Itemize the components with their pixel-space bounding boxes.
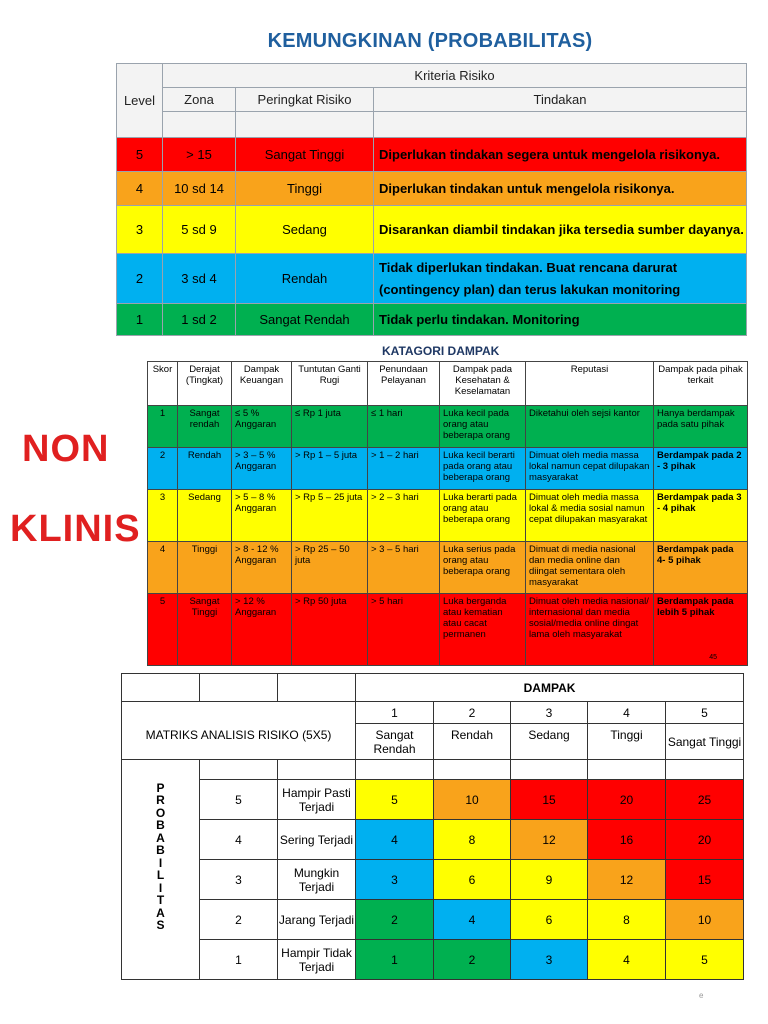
table-row xyxy=(148,406,748,448)
impact-label: Sedang xyxy=(511,724,588,760)
table-header-row xyxy=(148,362,748,406)
col-header: Penundaan Pelayanan xyxy=(368,362,440,406)
kriteria-header: Kriteria Risiko xyxy=(163,64,747,88)
impact-category-table xyxy=(147,361,748,666)
derajat-cell: Sangat Tinggi xyxy=(178,594,232,666)
kesehatan-cell: Luka berganda atau kematian atau cacat permanen xyxy=(440,594,526,666)
matrix-cell: 6 xyxy=(434,860,511,900)
page-mark: e xyxy=(699,991,704,1000)
zona-header: Zona xyxy=(163,88,236,112)
penundaan-cell: ≤ 1 hari xyxy=(368,406,440,448)
zona-cell: 10 sd 14 xyxy=(163,172,236,206)
non-label: NON xyxy=(22,428,110,470)
pihak-cell: Berdampak pada 4- 5 pihak xyxy=(654,542,748,594)
prob-label: Jarang Terjadi xyxy=(278,900,356,940)
impact-category-title: KATAGORI DAMPAK xyxy=(382,344,500,358)
prob-letter: B xyxy=(156,843,165,857)
matrix-cell: 2 xyxy=(356,900,434,940)
prob-letter: O xyxy=(155,805,166,820)
pihak-cell xyxy=(654,594,748,666)
ganti-rugi-cell: ≤ Rp 1 juta xyxy=(292,406,368,448)
col-header: Derajat (Tingkat) xyxy=(178,362,232,406)
ganti-rugi-cell: > Rp 1 – 5 juta xyxy=(292,448,368,490)
keuangan-cell: > 3 – 5 % Anggaran xyxy=(232,448,292,490)
prob-label: Sering Terjadi xyxy=(278,820,356,860)
prob-number: 2 xyxy=(200,900,278,940)
prob-letter: S xyxy=(156,918,165,932)
probability-title: KEMUNGKINAN (PROBABILITAS) xyxy=(267,30,593,52)
prob-label: Hampir Pasti Terjadi xyxy=(278,780,356,820)
matrix-cell: 3 xyxy=(356,860,434,900)
level-cell: 2 xyxy=(117,254,163,304)
penundaan-cell: > 5 hari xyxy=(368,594,440,666)
table-row xyxy=(148,594,748,666)
kesehatan-cell: Luka berarti pada orang atau beberapa orang xyxy=(440,490,526,542)
zona-cell: 5 sd 9 xyxy=(163,206,236,254)
impact-number: 3 xyxy=(511,702,588,724)
level-header: Level xyxy=(117,64,163,138)
ganti-rugi-cell: > Rp 25 – 50 juta xyxy=(292,542,368,594)
kesehatan-cell: Luka kecil pada orang atau beberapa orang xyxy=(440,406,526,448)
dampak-header: DAMPAK xyxy=(356,674,744,702)
prob-letter: I xyxy=(158,855,163,870)
peringkat-header: Peringkat Risiko xyxy=(236,88,374,112)
table-row xyxy=(117,138,747,172)
prob-number: 1 xyxy=(200,940,278,980)
tindakan-cell: Tidak perlu tindakan. Monitoring xyxy=(374,304,747,336)
derajat-cell: Sangat rendah xyxy=(178,406,232,448)
klinis-label: KLINIS xyxy=(10,508,141,550)
table-row xyxy=(148,448,748,490)
table-row xyxy=(117,254,747,304)
matrix-row xyxy=(122,820,744,860)
col-header: Skor xyxy=(148,362,178,406)
level-cell: 5 xyxy=(117,138,163,172)
zona-cell: 1 sd 2 xyxy=(163,304,236,336)
prob-label: Mungkin Terjadi xyxy=(278,860,356,900)
skor-cell: 3 xyxy=(148,490,178,542)
table-row xyxy=(148,542,748,594)
table-row xyxy=(117,172,747,206)
level-cell: 3 xyxy=(117,206,163,254)
probabilitas-vertical-label xyxy=(122,780,200,980)
prob-letter: B xyxy=(156,818,165,832)
matrix-cell: 12 xyxy=(511,820,588,860)
matrix-cell: 10 xyxy=(434,780,511,820)
keuangan-cell: ≤ 5 % Anggaran xyxy=(232,406,292,448)
tindakan-header: Tindakan xyxy=(374,88,747,112)
matrix-cell: 20 xyxy=(588,780,666,820)
prob-letter: A xyxy=(156,905,165,920)
table-row xyxy=(148,490,748,542)
prob-letter: I xyxy=(158,880,163,895)
pihak-cell: Berdampak pada 2 - 3 pihak xyxy=(654,448,748,490)
matrix-cell: 25 xyxy=(666,780,744,820)
matrix-cell: 6 xyxy=(511,900,588,940)
matrix-cell: 4 xyxy=(434,900,511,940)
kesehatan-cell: Luka kecil berarti pada orang atau beberapa orang xyxy=(440,448,526,490)
derajat-cell: Rendah xyxy=(178,448,232,490)
col-header: Dampak pada Kesehatan & Keselamatan xyxy=(440,362,526,406)
peringkat-cell: Rendah xyxy=(236,254,374,304)
matrix-cell: 15 xyxy=(666,860,744,900)
level-cell: 4 xyxy=(117,172,163,206)
matrix-cell: 5 xyxy=(666,940,744,980)
impact-label: Sangat Tinggi xyxy=(666,724,744,760)
impact-number: 1 xyxy=(356,702,434,724)
impact-number: 5 xyxy=(666,702,744,724)
col-header: Dampak Keuangan xyxy=(232,362,292,406)
impact-number: 4 xyxy=(588,702,666,724)
impact-label: Tinggi xyxy=(588,724,666,760)
reputasi-cell: Dimuat oleh media massa lokal & media sosial namun cepat dilupakan masyarakat xyxy=(526,490,654,542)
impact-label: Rendah xyxy=(434,724,511,760)
ganti-rugi-cell: > Rp 5 – 25 juta xyxy=(292,490,368,542)
prob-number: 5 xyxy=(200,780,278,820)
matrix-cell: 4 xyxy=(356,820,434,860)
matrix-cell: 8 xyxy=(588,900,666,940)
matrix-cell: 20 xyxy=(666,820,744,860)
risk-criteria-table xyxy=(116,63,747,336)
matrix-row xyxy=(122,940,744,980)
skor-cell: 1 xyxy=(148,406,178,448)
prob-label: Hampir Tidak Terjadi xyxy=(278,940,356,980)
reputasi-cell: Diketahui oleh sejsi kantor xyxy=(526,406,654,448)
matrix-row xyxy=(122,860,744,900)
col-header: Tuntutan Ganti Rugi xyxy=(292,362,368,406)
peringkat-cell: Sangat Rendah xyxy=(236,304,374,336)
derajat-cell: Tinggi xyxy=(178,542,232,594)
tindakan-cell: Diperlukan tindakan segera untuk mengelola risikonya. xyxy=(374,138,747,172)
skor-cell: 4 xyxy=(148,542,178,594)
reputasi-cell: Dimuat di media nasional dan media online dan diingat sementara oleh masyarakat xyxy=(526,542,654,594)
peringkat-cell: Sedang xyxy=(236,206,374,254)
table-row xyxy=(117,206,747,254)
matrix-cell: 3 xyxy=(511,940,588,980)
matrix-cell: 12 xyxy=(588,860,666,900)
skor-cell: 5 xyxy=(148,594,178,666)
prob-letter: T xyxy=(156,893,165,907)
keuangan-cell: > 12 % Anggaran xyxy=(232,594,292,666)
matrix-cell: 5 xyxy=(356,780,434,820)
penundaan-cell: > 1 – 2 hari xyxy=(368,448,440,490)
matrix-cell: 15 xyxy=(511,780,588,820)
reputasi-cell: Dimuat oleh media nasional/ internasional dan media sosial/media online dingat lama oleh masyarakat xyxy=(526,594,654,666)
matrix-label: MATRIKS ANALISIS RISIKO (5X5) xyxy=(122,724,356,760)
matrix-row xyxy=(122,900,744,940)
zona-cell: > 15 xyxy=(163,138,236,172)
prob-letter: R xyxy=(156,793,165,807)
penundaan-cell: > 2 – 3 hari xyxy=(368,490,440,542)
tindakan-cell: Diperlukan tindakan untuk mengelola risikonya. xyxy=(374,172,747,206)
risk-matrix-table xyxy=(121,673,744,980)
keuangan-cell: > 8 - 12 % Anggaran xyxy=(232,542,292,594)
peringkat-cell: Tinggi xyxy=(236,172,374,206)
matrix-cell: 9 xyxy=(511,860,588,900)
impact-number: 2 xyxy=(434,702,511,724)
pihak-text: Berdampak pada lebih 5 pihak xyxy=(657,596,734,618)
prob-letter: P xyxy=(156,780,165,795)
penundaan-cell: > 3 – 5 hari xyxy=(368,542,440,594)
ganti-rugi-cell: > Rp 50 juta xyxy=(292,594,368,666)
pihak-cell: Berdampak pada 3 - 4 pihak xyxy=(654,490,748,542)
matrix-row xyxy=(122,780,744,820)
prob-letter: A xyxy=(156,830,165,845)
tindakan-cell: Tidak diperlukan tindakan. Buat rencana darurat (contingency plan) dan terus lakukan monitoring xyxy=(374,254,747,304)
col-header: Reputasi xyxy=(526,362,654,406)
matrix-cell: 4 xyxy=(588,940,666,980)
matrix-cell: 1 xyxy=(356,940,434,980)
keuangan-cell: > 5 – 8 % Anggaran xyxy=(232,490,292,542)
footnote-number: 45 xyxy=(709,654,717,661)
derajat-cell: Sedang xyxy=(178,490,232,542)
reputasi-cell: Dimuat oleh media massa lokal namun cepat dilupakan masyarakat xyxy=(526,448,654,490)
prob-number: 4 xyxy=(200,820,278,860)
peringkat-cell: Sangat Tinggi xyxy=(236,138,374,172)
matrix-cell: 2 xyxy=(434,940,511,980)
matrix-cell: 10 xyxy=(666,900,744,940)
prob-number: 3 xyxy=(200,860,278,900)
table-row xyxy=(117,304,747,336)
prob-letter: L xyxy=(156,868,165,882)
impact-label: Sangat Rendah xyxy=(356,724,434,760)
kesehatan-cell: Luka serius pada orang atau beberapa orang xyxy=(440,542,526,594)
pihak-cell: Hanya berdampak pada satu pihak xyxy=(654,406,748,448)
col-header: Dampak pada pihak terkait xyxy=(654,362,748,406)
tindakan-cell: Disarankan diambil tindakan jika tersedia sumber dayanya. xyxy=(374,206,747,254)
level-cell: 1 xyxy=(117,304,163,336)
matrix-cell: 16 xyxy=(588,820,666,860)
skor-cell: 2 xyxy=(148,448,178,490)
matrix-cell: 8 xyxy=(434,820,511,860)
zona-cell: 3 sd 4 xyxy=(163,254,236,304)
